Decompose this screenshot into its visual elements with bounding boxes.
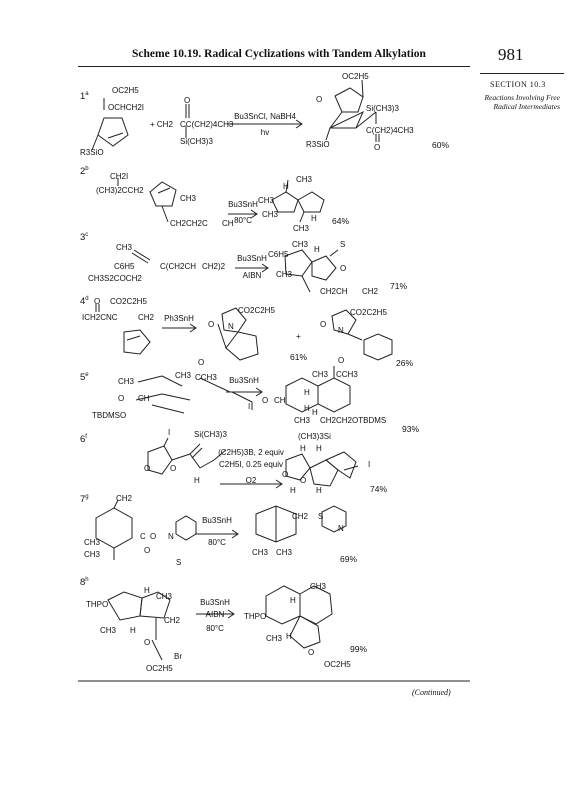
e2-reagents-top: Bu3SnH xyxy=(228,200,258,209)
e8-reagents-bottom: 80°C xyxy=(206,624,224,633)
e7-reagents-bottom: 80°C xyxy=(208,538,226,547)
continued-note: (Continued) xyxy=(412,688,451,697)
e2-reagents-bottom: 80°C xyxy=(234,216,252,225)
e2-alkyne-ch: CH xyxy=(222,219,234,228)
e2-methyl: CH3 xyxy=(180,194,197,203)
e7-reagents-top: Bu3SnH xyxy=(202,516,232,525)
e7-prod-methyl-2: CH3 xyxy=(276,548,293,557)
e6-tms: Si(CH3)3 xyxy=(194,430,227,439)
e7-carbonyl-o: O xyxy=(144,546,151,555)
e1-tms: Si(CH3)3 xyxy=(180,137,213,146)
e4-prod2-n: N xyxy=(338,326,344,335)
e6-prod-iodide: I xyxy=(368,460,371,469)
e5-carbonyl-o: O xyxy=(198,358,205,367)
e4-prod2-ester: CO2C2H5 xyxy=(350,308,387,317)
entry-4-label: 4$^d$ xyxy=(80,296,89,308)
e7-methyl-1: CH3 xyxy=(84,538,101,547)
e4-yield-1: 61% xyxy=(290,352,308,362)
e7-prod-methyl-1: CH3 xyxy=(252,548,269,557)
e5-yield: 93% xyxy=(402,424,420,434)
e6-prod-ring-o-2: O xyxy=(300,476,307,485)
e8-methyl-1: CH3 xyxy=(156,592,173,601)
e1-yield: 60% xyxy=(432,140,450,150)
e1-prod-tms: Si(CH3)3 xyxy=(366,104,399,113)
e3-diallyl-b: CH2)2 xyxy=(202,262,226,271)
e1-ketone-chain: CC(CH2)4CH3 xyxy=(180,120,234,129)
e5-iodide: I xyxy=(248,402,251,411)
page-number: 981 xyxy=(498,45,524,64)
e2-prod-h-2: H xyxy=(311,214,317,223)
e8-h-2: H xyxy=(130,626,136,635)
e3-methyl: CH3 xyxy=(116,243,133,252)
e1-prod-silyloxy: R3SiO xyxy=(306,140,330,149)
e6-prod-ring-o-1: O xyxy=(282,470,289,479)
e3-diallyl-a: C(CH2CH xyxy=(160,262,196,271)
e6-prod-h-4: H xyxy=(316,486,322,495)
e6-iodide: I xyxy=(168,428,171,437)
e3-reagents-top: Bu3SnH xyxy=(237,254,267,263)
e8-bromide: Br xyxy=(174,652,182,661)
e4-prod-n: N xyxy=(228,322,234,331)
e6-ether-o: O xyxy=(170,464,177,473)
e5-tbdmso: TBDMSO xyxy=(92,411,127,420)
e7-methyl-2: CH3 xyxy=(84,550,101,559)
e1-vinyl: + CH2 xyxy=(150,120,173,129)
e4-plus: + xyxy=(296,332,301,341)
e2-prod-methyl-2: CH3 xyxy=(262,210,279,219)
e6-prod-h-1: H xyxy=(300,444,306,453)
e3-prod-thione-s: S xyxy=(340,240,346,249)
e2-prod-h-1: H xyxy=(283,182,289,191)
e5-prod-h-3: H xyxy=(312,408,318,417)
e5-prod-h-1: H xyxy=(304,388,310,397)
e1-prod-ethoxy: OC2H5 xyxy=(342,72,369,81)
e8-h-1: H xyxy=(144,586,150,595)
e7-prod-pyridyl-n: N xyxy=(338,524,344,533)
e8-yield: 99% xyxy=(350,644,368,654)
e2-yield: 64% xyxy=(332,216,350,226)
e5-acetyl: CCH3 xyxy=(195,373,217,382)
e2-iodomethyl: CH2I xyxy=(110,172,129,181)
e3-prod-phenyl: C6H5 xyxy=(268,250,289,259)
e6-reagents-top: (C2H5)3B, 2 equiv xyxy=(218,448,284,457)
e8-ether-o: O xyxy=(144,638,151,647)
e2-prod-methyl-1: CH3 xyxy=(258,196,275,205)
entry-8-label: 8$^h$ xyxy=(80,577,89,589)
e5-prod-aldehyde-o: O xyxy=(262,396,269,405)
e4-yield-2: 26% xyxy=(396,358,414,368)
e3-prod-methyl: CH3 xyxy=(292,240,309,249)
e4-reagents-top: Ph3SnH xyxy=(164,314,194,323)
e4-iodoacetamide: ICH2CNC xyxy=(82,313,118,322)
e4-prod2-carbonyl-o: O xyxy=(320,320,327,329)
entry-5-label: 5e xyxy=(80,372,89,384)
e8-prod-methyl-2: CH3 xyxy=(266,634,283,643)
e4-prod-carbonyl-o: O xyxy=(208,320,215,329)
e2-prod-methyl-4: CH3 xyxy=(293,224,310,233)
e1-reagents-top: Bu3SnCl, NaBH4 xyxy=(234,112,296,121)
entry-2-label: 2$^b$ xyxy=(80,166,89,178)
e6-prod-h-2: H xyxy=(316,444,322,453)
e6-reagents-mid: C2H5I, 0.25 equiv xyxy=(218,460,284,469)
entry-6-label: 6$^f$ xyxy=(80,434,87,446)
e1-carbonyl-o: O xyxy=(184,96,191,105)
e4-methylene: CH2 xyxy=(138,313,155,322)
e5-prod-h-2: H xyxy=(304,404,310,413)
e7-thione-s: S xyxy=(176,558,182,567)
e2-alkyne-chain: CH2CH2C xyxy=(170,219,208,228)
e1-prod-ketone: C(CH2)4CH3 xyxy=(366,126,414,135)
e5-prod-methyl-2: CH3 xyxy=(294,416,311,425)
e7-yield: 69% xyxy=(340,554,358,564)
e5-prod-acetyl: CCH3 xyxy=(336,370,358,379)
e3-xanthate: CH3S2COCH2 xyxy=(88,274,142,283)
e1-ethoxy: OC2H5 xyxy=(112,86,139,95)
entry-7-label: 7$^g$ xyxy=(80,494,89,506)
e5-methyl-2: CH3 xyxy=(175,371,192,380)
e8-prod-methyl-1: CH3 xyxy=(310,582,327,591)
e3-prod-allyl-a: CH2CH xyxy=(320,287,348,296)
e3-yield: 71% xyxy=(390,281,408,291)
e5-aldehyde-o: O xyxy=(118,394,125,403)
e2-dimethyl: (CH3)2CCH2 xyxy=(96,186,144,195)
e8-prod-thpo: THPO xyxy=(244,612,267,621)
e8-ethoxy: OC2H5 xyxy=(146,664,173,673)
e5-prod-carbonyl-o: O xyxy=(338,356,345,365)
e6-ring-o: O xyxy=(144,464,151,473)
e7-prod-sulfur: S xyxy=(318,512,324,521)
scheme-title: Scheme 10.19. Radical Cyclizations with Tandem Alkylation xyxy=(132,48,426,60)
e5-prod-aldehyde-ch: CH xyxy=(274,396,286,405)
e8-prod-ethoxy: OC2H5 xyxy=(324,660,351,669)
e8-prod-h-2: H xyxy=(286,632,292,641)
e1-reagents-bottom: hv xyxy=(260,128,270,137)
e3-prod-ring-o: O xyxy=(340,264,347,273)
e8-methyl-2: CH3 xyxy=(100,626,117,635)
e1-prod-ring-o: O xyxy=(316,95,323,104)
e4-carbonyl-o: O xyxy=(94,297,101,306)
e4-ester: CO2C2H5 xyxy=(110,297,147,306)
e6-yield: 74% xyxy=(370,484,388,494)
e3-prod-h: H xyxy=(314,245,320,254)
e2-prod-methyl-3: CH3 xyxy=(296,175,313,184)
e5-aldehyde-ch: CH xyxy=(138,394,150,403)
entry-3-label: 3$^c$ xyxy=(80,232,89,244)
e1-ether-chain: OCHCH2I xyxy=(108,103,145,112)
e1-prod-carbonyl-o: O xyxy=(374,143,381,152)
e1-silyloxy: R3SiO xyxy=(80,148,104,157)
e8-methylene: CH2 xyxy=(164,616,181,625)
section-subtitle: Reactions Involving Free Radical Intermediates xyxy=(484,93,560,111)
e5-prod-tbdms-chain: CH2CH2OTBDMS xyxy=(320,416,387,425)
section-label: SECTION 10.3 xyxy=(490,80,546,89)
e8-reagents-top: Bu3SnH xyxy=(200,598,230,607)
e5-methyl: CH3 xyxy=(118,377,135,386)
e5-prod-methyl: CH3 xyxy=(312,370,329,379)
e7-prod-methylene: CH2 xyxy=(292,512,309,521)
e3-prod-methyl-2: CH3 xyxy=(276,270,293,279)
e4-prod-ester: CO2C2H5 xyxy=(238,306,275,315)
e7-pyridyl-n: N xyxy=(168,532,174,541)
e8-prod-h-1: H xyxy=(290,596,296,605)
e8-thpo: THPO xyxy=(86,600,109,609)
e3-reagents-bottom: AIBN xyxy=(242,271,262,280)
e7-ester-c: C xyxy=(140,532,146,541)
e7-ester-o: O xyxy=(150,532,157,541)
entry-1-label: 1$^a$ xyxy=(80,91,89,103)
e6-reagents-bottom: O2 xyxy=(245,476,257,485)
e6-prod-tms: (CH3)3Si xyxy=(298,432,331,441)
e8-prod-ring-o: O xyxy=(308,648,315,657)
e8-reagents-mid: AIBN xyxy=(205,610,225,619)
e6-prod-h-3: H xyxy=(290,486,296,495)
e3-phenyl: C6H5 xyxy=(114,262,135,271)
e5-reagents-top: Bu3SnH xyxy=(229,376,259,385)
e3-prod-allyl-b: CH2 xyxy=(362,287,379,296)
e6-h: H xyxy=(194,476,200,485)
e7-methylene: CH2 xyxy=(116,494,133,503)
